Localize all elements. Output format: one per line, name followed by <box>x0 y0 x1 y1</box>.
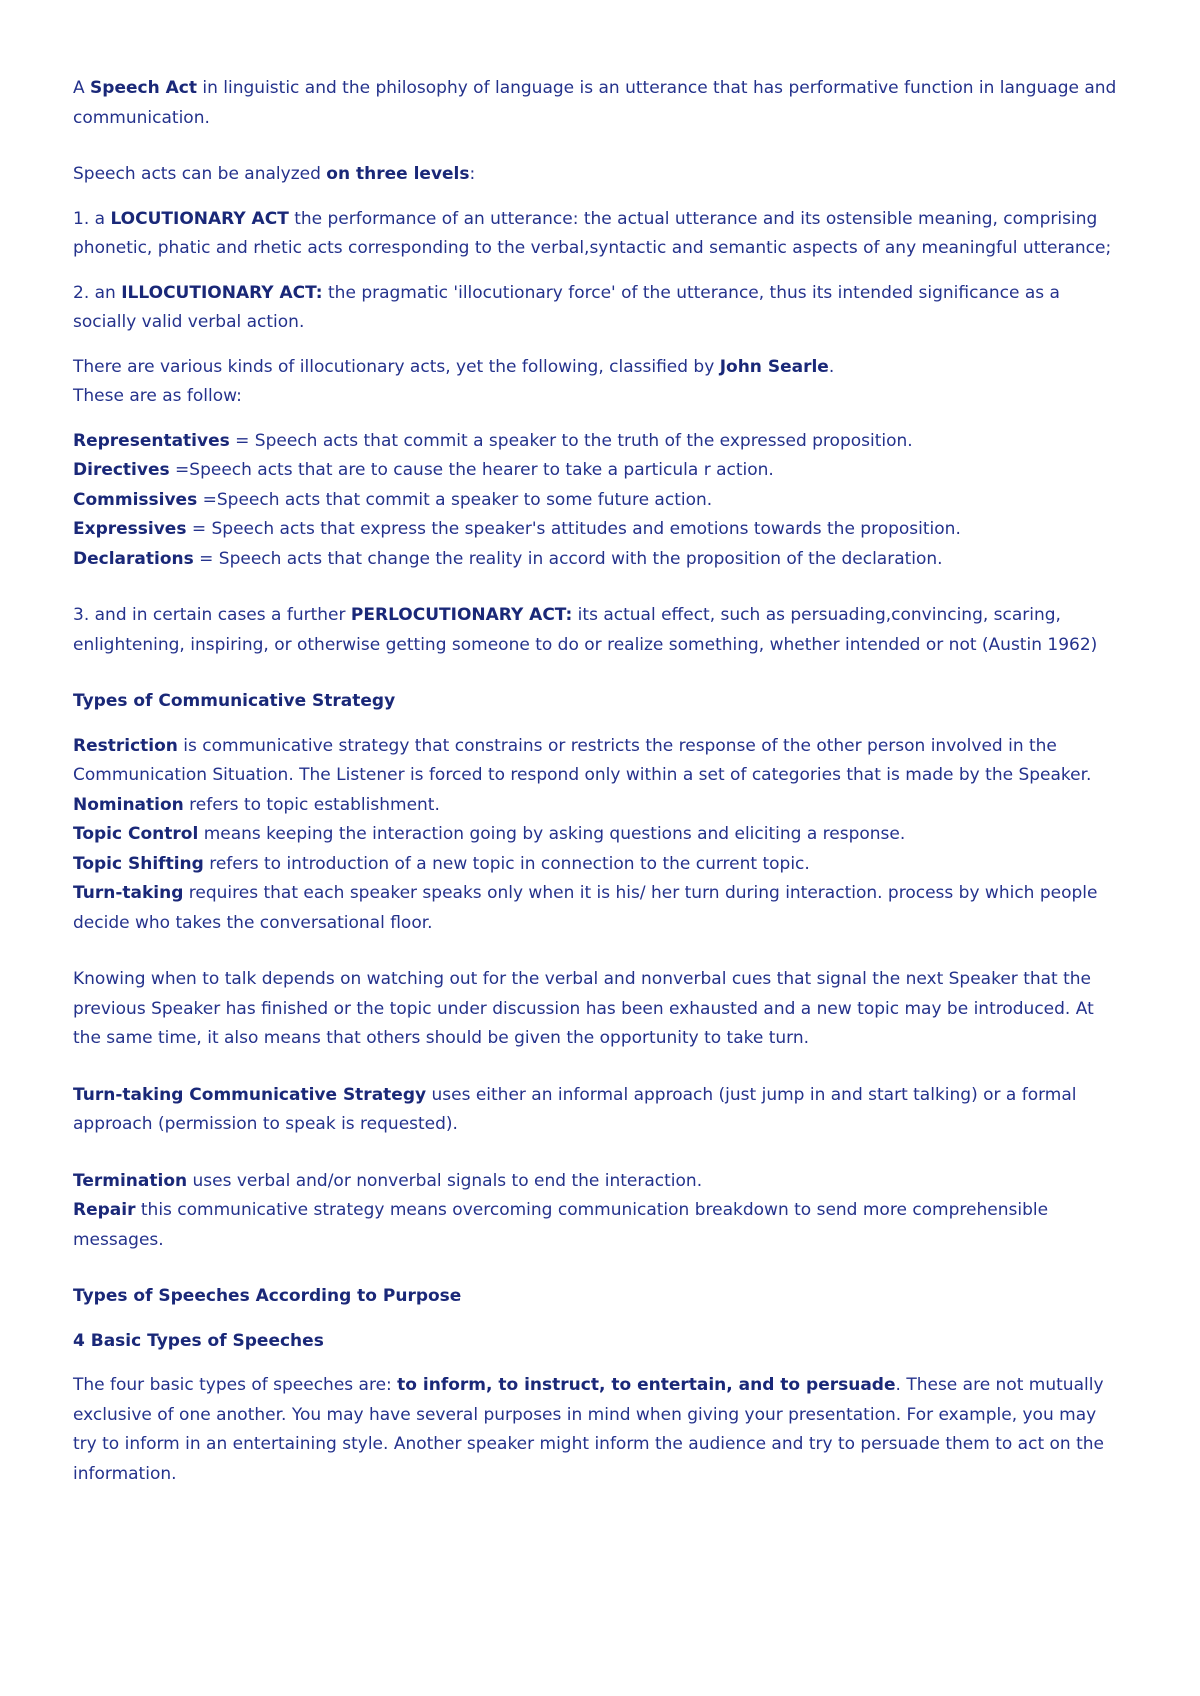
term-topic-shifting: Topic Shifting <box>73 853 204 874</box>
text: uses verbal and/or nonverbal signals to end the interaction. <box>187 1170 703 1191</box>
levels-intro <box>73 160 1120 190</box>
text: is communicative strategy that constrains or restricts the response of the other person involved in the Communication Situation. The Listener is forced to respond only within a set of categories that is made by the Speaker. <box>73 735 1092 785</box>
strategy-item <box>73 791 1120 821</box>
searle-item <box>73 427 1120 457</box>
term-turn-taking: Turn-taking <box>73 883 184 903</box>
text: the performance of an utterance: the actual utterance and its ostensible meaning, comprising phonetic, phatic and rhetic acts corresponding to the verbal,syntactic and semantic aspects of any meaningful utterance; <box>73 208 1112 258</box>
text: =Speech acts that are to cause the hearer to take a particula r action. <box>169 460 774 480</box>
text: refers to introduction of a new topic in connection to the current topic. <box>203 853 810 874</box>
level-illocutionary <box>73 279 1120 338</box>
term-declarations: Declarations <box>73 548 194 569</box>
level-locutionary <box>73 205 1120 264</box>
searle-item <box>73 515 1120 545</box>
term-perlocutionary: PERLOCUTIONARY ACT: <box>350 605 573 625</box>
text: There are various kinds of illocutionary acts, yet the following, classified by <box>73 356 720 377</box>
text: refers to topic establishment. <box>183 794 440 815</box>
strategy-item <box>73 850 1120 880</box>
text: 1. a <box>73 208 111 229</box>
text: = Speech acts that commit a speaker to the truth of the expressed proposition. <box>229 430 913 451</box>
term-expressives: Expressives <box>73 519 187 539</box>
searle-item <box>73 545 1120 575</box>
text: its actual effect, such as persuading,convincing, scaring, enlightening, inspiring, or otherwise getting someone to do or realize something, whether intended or not (Austin 1962) <box>73 605 1098 655</box>
term-speech-purposes: to inform, to instruct, to entertain, and to persuade <box>397 1375 896 1395</box>
text: =Speech acts that commit a speaker to some future action. <box>197 489 713 510</box>
repair-item <box>73 1196 1120 1255</box>
text: this communicative strategy means overcoming communication breakdown to send more comprehensible messages. <box>73 1200 1049 1250</box>
text: The four basic types of speeches are: <box>73 1375 398 1395</box>
searle-item <box>73 456 1120 486</box>
level-perlocutionary <box>73 601 1120 660</box>
text: in linguistic and the philosophy of language is an utterance that has performative function in language and communication. <box>73 78 1117 128</box>
searle-item <box>73 486 1120 516</box>
text: : <box>469 164 476 184</box>
term-illocutionary: ILLOCUTIONARY ACT: <box>121 282 323 303</box>
term-directives: Directives <box>73 460 170 480</box>
strategy-item <box>73 732 1120 791</box>
text: . These are not mutually exclusive of one another. You may have several purposes in mind when giving your presentation. For example, you may try to inform in an entertaining style. Another speaker might inform the audience and try to persuade them to act on the information. <box>73 1375 1104 1484</box>
term-locutionary: LOCUTIONARY ACT <box>110 208 289 229</box>
term-three-levels: on three levels <box>326 164 470 184</box>
text: 3. and in certain cases a further <box>73 605 351 625</box>
term-john-searle: John Searle <box>719 356 829 377</box>
text: = Speech acts that express the speaker's attitudes and emotions towards the proposition. <box>186 519 961 539</box>
text: A <box>73 78 91 98</box>
searle-intro <box>73 353 1120 383</box>
strategy-heading: Types of Communicative Strategy <box>73 691 396 711</box>
text: the pragmatic 'illocutionary force' of the utterance, thus its intended significance as a socially valid verbal action. <box>73 282 1060 332</box>
speeches-paragraph <box>73 1371 1120 1489</box>
strategy-item <box>73 820 1120 850</box>
term-topic-control: Topic Control <box>73 824 199 844</box>
term-restriction: Restriction <box>73 735 178 756</box>
text: = Speech acts that change the reality in accord with the proposition of the declaration. <box>193 548 943 569</box>
basic-types-heading: 4 Basic Types of Speeches <box>73 1330 324 1351</box>
turn-taking-strategy <box>73 1081 1120 1140</box>
speeches-heading: Types of Speeches According to Purpose <box>73 1286 462 1306</box>
text: means keeping the interaction going by asking questions and eliciting a response. <box>198 824 906 844</box>
text: 2. an <box>73 282 122 303</box>
text: Speech acts can be analyzed <box>73 164 327 184</box>
term-turn-taking-strategy: Turn-taking Communicative Strategy <box>73 1084 427 1105</box>
text: uses either an informal approach (just jump in and start talking) or a formal approach (permission to speak is requested). <box>73 1084 1077 1134</box>
termination-item <box>73 1167 1120 1197</box>
term-commissives: Commissives <box>73 489 198 510</box>
knowing-paragraph: Knowing when to talk depends on watching out for the verbal and nonverbal cues that signal the next Speaker that the previous Speaker has finished or the topic under discussion has been exhausted and a new topic may be introduced. At the same time, it also means that others should be given the opportunity to take turn. <box>73 969 1094 1048</box>
searle-follow: These are as follow: <box>73 386 242 406</box>
intro-paragraph <box>73 74 1120 133</box>
strategy-item <box>73 879 1120 938</box>
term-nomination: Nomination <box>73 794 184 815</box>
term-speech-act: Speech Act <box>90 78 197 98</box>
term-repair: Repair <box>73 1200 136 1220</box>
text: . <box>828 356 835 377</box>
term-termination: Termination <box>73 1170 188 1191</box>
term-representatives: Representatives <box>73 430 230 451</box>
text: requires that each speaker speaks only when it is his/ her turn during interaction. process by which people decide who takes the conversational floor. <box>73 883 1098 933</box>
